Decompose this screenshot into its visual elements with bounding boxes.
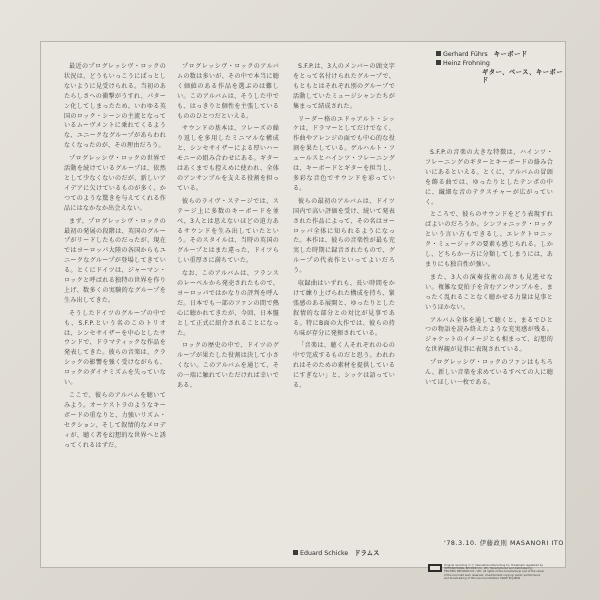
text-column-3 bbox=[293, 62, 395, 394]
copyright-line: TEICHIKU RECORDS CO., LTD. All rights of the manufacturer and of the owner bbox=[444, 570, 545, 574]
paragraph: 「音楽は、聴く人それぞれの心の中で完成するものだと思う。われわれはそのための素材を提供しているにすぎない」と、シッケは語っている。 bbox=[293, 342, 395, 390]
text-column-2 bbox=[177, 62, 279, 394]
paragraph: S.F.P.の音楽の大きな特徴は、ハインツ・フレーニングのギターとキーボードの絡み合いにあるといえる。とくに、アルバムの冒頭を飾る曲では、ゆったりとしたテンポの中に、繊細な音のテクスチャーが広がっていく。 bbox=[425, 149, 553, 206]
copyright-line: of the recorded work reserved. Unauthorized copying, public performance bbox=[444, 573, 541, 577]
paragraph: サウンドの基本は、フレーズの繰り返しを多用したミニマルな構成と、シンセサイザーによる厚いハーモニーの組み合わせにある。ギターはあくまでも控えめに使われ、全体のアンサンブルを支える役割を担っている。 bbox=[177, 125, 279, 192]
copyright-line: INTERNATIONAL RECORD CO., LTD. Manufactured and distributed by bbox=[444, 567, 533, 571]
paragraph: プログレッシヴ・ロックのアルバムの数は多いが、その中で本当に聴く価値のある作品を選ぶのは難しい。このアルバムは、そうした中でも、はっきりと個性を主張しているもののひとつだといえる。 bbox=[177, 63, 279, 120]
drummer-credit bbox=[293, 548, 379, 557]
copyright-line: Original recording © Ⓟ International Recording Co. Trademark registered by bbox=[444, 564, 543, 567]
paragraph: 最近のプログレッシヴ・ロックの状況は、どうもいっこうにぱっとしないように見受けられる。当初のあたらしさへの衝撃がうすれ、パターン化してしまったため、いわゆる英国のロック・シーンの主流となっているムーヴメントに乗れてくるような、ユニークなグループがあらわれなくなったのが、その理由だろう。 bbox=[64, 63, 166, 150]
member-name: Heinz Frohning bbox=[443, 59, 490, 67]
paragraph: なお、このアルバムは、フランスのレーベルから発売されたもので、ヨーロッパではかなりの評判を呼んだ。日本でも一部のファンの間で熱心に聴かれてきたが、今回、日本盤として正式に紹介されることになった。 bbox=[177, 270, 279, 337]
paragraph: プログレッシヴ・ロックのファンはもちろん、新しい音楽を求めているすべての人に聴いてほしい一枚である。 bbox=[425, 359, 553, 386]
drummer-name: Eduard Schicke bbox=[300, 550, 349, 557]
paragraph: 収録曲はいずれも、長い時間をかけて練り上げられた構成を持ち、緊張感のある展開と、ゆったりとした叙情的な部分との対比が見事である。特にB面の大作では、彼らの持ち味が存分に発揮されている。 bbox=[293, 280, 395, 337]
paragraph: ここで、彼らのアルバムを聴いてみよう。オーケストラのようなキーボードの重なりと、力強いリズム・セクション、そして叙情的なメロディが、聴く者を幻想的な世界へと誘ってくれるはずだ。 bbox=[64, 392, 166, 449]
member-name: Gerhard Führs bbox=[443, 51, 488, 58]
author-signature: '78.3.10. 伊藤政則 MASANORI ITO bbox=[444, 540, 564, 547]
paragraph: ロックの歴史の中で、ドイツのグループが果たした役割は決して小さくない。このアルバムを通じて、その一端に触れていただければ幸いである。 bbox=[177, 342, 279, 390]
paragraph: ところで、彼らのサウンドをどう表現すればよいのだろうか。シンフォニック・ロックという言い方もできるし、エレクトロニック・ミュージックの要素も感じられる。しかし、どちらか一方に分類してしまうには、あまりにも独自性が強い。 bbox=[425, 211, 553, 268]
paragraph: そうしたドイツのグループの中でも、S.F.P.という名のこのトリオは、シンセサイザーを中心としたサウンドで、ドラマティックな作品を発表してきた。彼らの音楽は、クラシックの影響を強く受けながらも、ロックのダイナミズムを失っていない。 bbox=[64, 309, 166, 387]
square-bullet-icon bbox=[436, 60, 441, 65]
square-bullet-icon bbox=[436, 51, 441, 56]
square-bullet-icon bbox=[293, 550, 298, 555]
text-column-4 bbox=[425, 148, 553, 391]
paragraph: 彼らのライヴ・ステージでは、ステージ上に多数のキーボードを並べ、3人とは思えないほどの迫力あるサウンドを生み出していたという。そのスタイルは、当時の英国のグループとはまた違った、ドイツらしい重厚さに満ちていた。 bbox=[177, 197, 279, 265]
member-role: キーボード bbox=[493, 51, 528, 58]
copyright-line: and broadcasting of this record prohibited. MADE IN JAPAN bbox=[444, 576, 520, 580]
text-column-1 bbox=[64, 62, 166, 453]
member-role: ギター、ベース、キーボード bbox=[482, 68, 564, 85]
paragraph: 彼らの最初のアルバムは、ドイツ国内で高い評価を受け、続いて発表された作品によって、その名はヨーロッパ全体に知られるようになった。本作は、彼らの音楽性が最も充実した時期に録音されたもので、グループの代表作といってよいだろう。 bbox=[293, 197, 395, 275]
paragraph: S.F.P.は、3人のメンバーの頭文字をとって名付けられたグループで、もともとはそれぞれ別のグループで活動していたミュージシャンたちが集まって結成された。 bbox=[293, 63, 395, 110]
paragraph: リーダー格のエドゥアルト・シッケは、ドラマーとしてだけでなく、作曲やアレンジの面でも中心的な役割を果たしている。ゲルハルト・フュールスとハインツ・フレーニングは、キーボードとギターを担当し、多彩な音色でサウンドを彩っている。 bbox=[293, 115, 395, 192]
paragraph: まず、プログレッシヴ・ロックの最初の発展の段階は、英国のグループがリードしたものだったが、現在ではヨーロッパ大陸の各国からもユニークなグループが登場してきている。とくにドイツは、ジャーマン・ロックと呼ばれる独特の世界を作り上げ、数多くの実験的なグループを生み出してきた。 bbox=[64, 217, 166, 304]
member-entry bbox=[436, 60, 566, 86]
member-list bbox=[436, 51, 566, 86]
member-entry bbox=[436, 51, 566, 60]
copyright-notice bbox=[428, 564, 556, 590]
paragraph: プログレッシヴ・ロックの世界で活動を続けているグループは、依然として少なくないのだが、新しいアイデアに欠けているものが多く、かつてのような驚きを与えてくれる作品にはなかなか出会えない。 bbox=[64, 155, 166, 212]
copyright-text bbox=[444, 564, 554, 580]
label-logo-icon bbox=[428, 564, 442, 572]
drummer-role: ドラムス bbox=[354, 550, 380, 557]
paragraph: アルバム全体を通して聴くと、まるでひとつの物語を読み終えたような充実感が残る。ジャケットのイメージとも相まって、幻想的な世界観が見事に表現されている。 bbox=[425, 316, 553, 354]
paragraph: また、3人の演奏技術の高さも見逃せない。複雑な変拍子を含むアンサンブルを、まったく乱れることなく聴かせる力量は見事というほかない。 bbox=[425, 273, 553, 311]
